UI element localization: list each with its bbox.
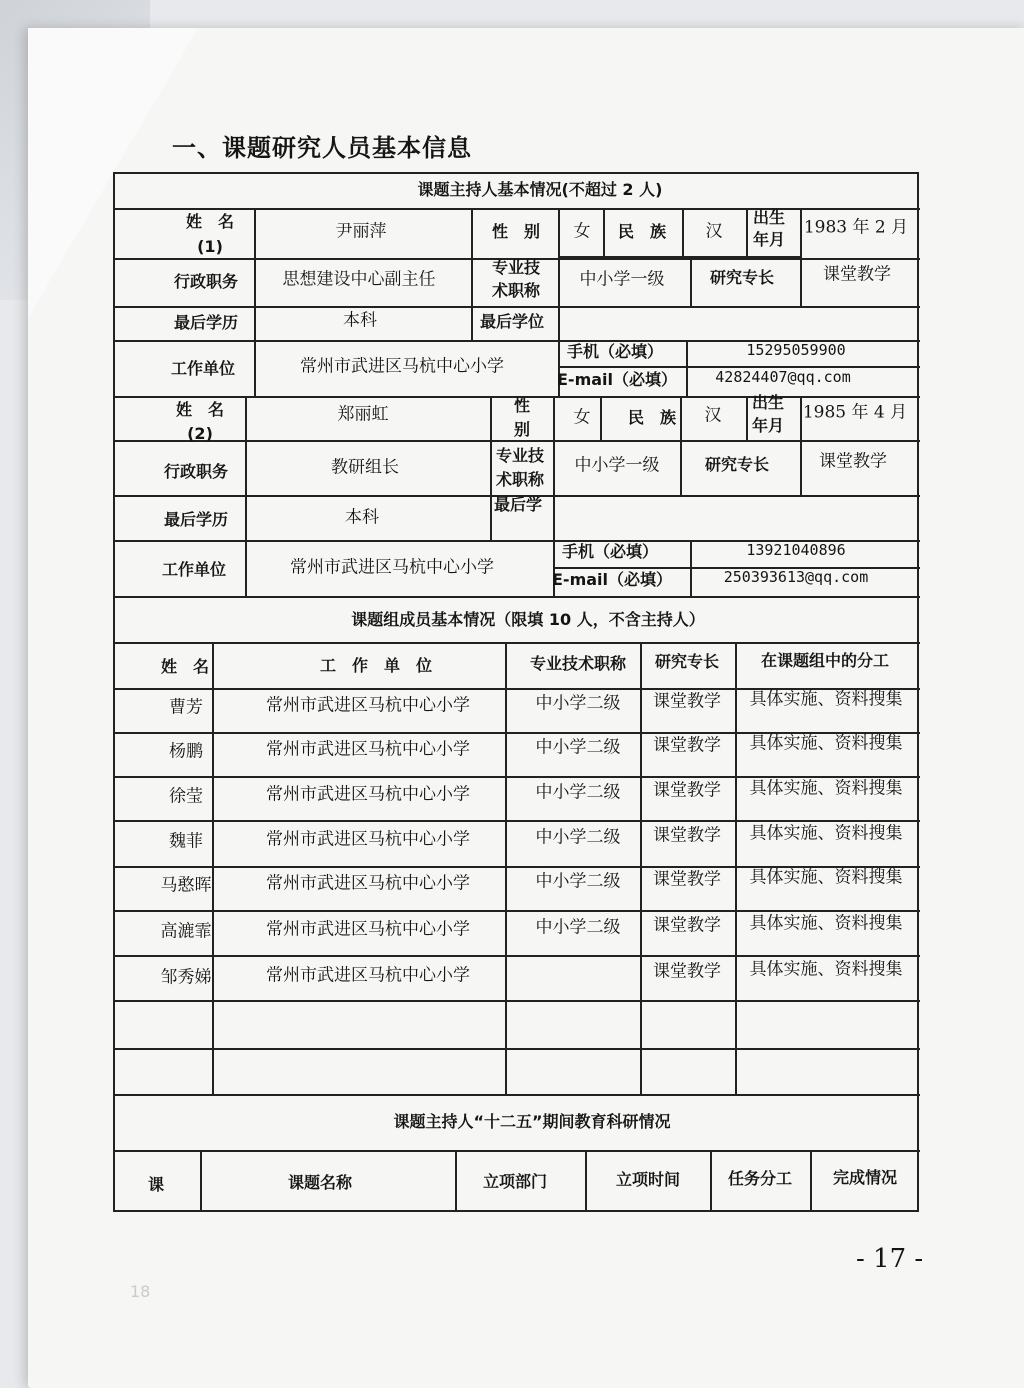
host2-edu: 本科: [345, 507, 379, 528]
host1-title-label-b: 术职称: [491, 281, 541, 301]
research-col-task: 任务分工: [727, 1169, 793, 1189]
host2-title-label-a: 专业技: [495, 446, 545, 466]
host2-gender-label-b: 别: [513, 420, 531, 440]
host2-title: 中小学一级: [574, 455, 660, 476]
member-name: 魏菲: [169, 831, 203, 852]
host1-name: 尹丽萍: [335, 221, 387, 242]
members-col-title: 专业技术职称: [529, 654, 627, 674]
host2-name-index: (2): [187, 424, 213, 444]
member-title: 中小学二级: [535, 917, 621, 938]
member-name: 高漉霏: [160, 921, 212, 942]
member-specialty: 课堂教学: [653, 780, 721, 801]
host2-unit: 常州市武进区马杭中心小学: [290, 557, 494, 578]
host1-edu: 本科: [343, 310, 377, 331]
research-col-dept: 立项部门: [482, 1172, 548, 1192]
member-title: 中小学二级: [535, 737, 621, 758]
member-title: 中小学二级: [535, 871, 621, 892]
member-unit: 常州市武进区马杭中心小学: [266, 695, 470, 716]
host1-phone-label: 手机（必填）: [566, 342, 664, 362]
host2-gender-label-a: 性: [513, 396, 531, 416]
host1-specialty-label: 研究专长: [709, 268, 775, 288]
members-col-unit: 工 作 单 位: [319, 656, 433, 676]
page-number: - 17 -: [856, 1244, 924, 1274]
host1-email-label: E-mail（必填）: [556, 370, 678, 390]
host1-specialty: 课堂教学: [823, 264, 891, 285]
member-role: 具体实施、资料搜集: [749, 689, 903, 710]
host2-position-label: 行政职务: [163, 462, 229, 482]
host1-gender: 女: [573, 221, 591, 242]
member-role: 具体实施、资料搜集: [749, 823, 903, 844]
host2-degree-label: 最后学: [493, 495, 543, 515]
host1-birth-label-b: 年月: [752, 230, 786, 250]
member-unit: 常州市武进区马杭中心小学: [266, 919, 470, 940]
member-role: 具体实施、资料搜集: [749, 733, 903, 754]
host2-birth: 1985 年 4 月: [802, 402, 908, 423]
host2-specialty-label: 研究专长: [704, 455, 770, 475]
members-col-specialty: 研究专长: [654, 652, 720, 672]
member-specialty: 课堂教学: [653, 915, 721, 936]
member-role: 具体实施、资料搜集: [749, 913, 903, 934]
member-specialty: 课堂教学: [653, 735, 721, 756]
member-role: 具体实施、资料搜集: [749, 867, 903, 888]
member-title: 中小学二级: [535, 693, 621, 714]
member-specialty: 课堂教学: [653, 691, 721, 712]
host1-gender-label: 性 别: [491, 222, 541, 242]
host1-position: 思想建设中心副主任: [282, 269, 436, 290]
section-title: 一、课题研究人员基本信息: [172, 134, 472, 162]
host1-ethnicity-label: 民 族: [617, 222, 667, 242]
member-specialty: 课堂教学: [653, 869, 721, 890]
host1-email: 42824407@qq.com: [715, 367, 851, 386]
host2-unit-label: 工作单位: [161, 560, 227, 580]
host1-position-label: 行政职务: [173, 272, 239, 292]
member-unit: 常州市武进区马杭中心小学: [266, 873, 470, 894]
host2-birth-label-b: 年月: [751, 416, 785, 436]
host1-unit-label: 工作单位: [170, 359, 236, 379]
host2-email-label: E-mail（必填）: [551, 570, 673, 590]
member-name: 杨鹏: [169, 741, 203, 762]
host1-degree-label: 最后学位: [479, 312, 545, 332]
host1-ethnicity: 汉: [705, 221, 723, 242]
host1-edu-label: 最后学历: [173, 313, 239, 333]
host2-title-label-b: 术职称: [495, 470, 545, 490]
host1-title: 中小学一级: [579, 269, 665, 290]
host2-phone: 13921040896: [746, 540, 846, 559]
member-unit: 常州市武进区马杭中心小学: [266, 829, 470, 850]
member-name: 曹芳: [169, 697, 203, 718]
host1-birth-label-a: 出生: [752, 208, 786, 228]
members-col-name: 姓 名: [160, 657, 210, 677]
member-unit: 常州市武进区马杭中心小学: [266, 784, 470, 805]
host1-name-index: (1): [197, 237, 223, 257]
host1-unit: 常州市武进区马杭中心小学: [300, 356, 504, 377]
host1-phone: 15295059900: [746, 340, 846, 359]
member-role: 具体实施、资料搜集: [749, 959, 903, 980]
host2-ethnicity-label: 民 族: [627, 408, 677, 428]
member-title: 中小学二级: [535, 827, 621, 848]
host2-specialty: 课堂教学: [819, 451, 887, 472]
research-col-status: 完成情况: [832, 1168, 898, 1188]
host2-gender: 女: [573, 407, 591, 428]
host2-name-label: 姓 名: [175, 400, 225, 420]
host2-ethnicity: 汉: [704, 405, 722, 426]
member-title: 中小学二级: [535, 782, 621, 803]
host2-name: 郑丽虹: [337, 404, 389, 425]
member-name: 徐莹: [169, 786, 203, 807]
host2-email: 250393613@qq.com: [723, 567, 869, 586]
research-col-0: 课: [147, 1175, 165, 1195]
host1-title-label-a: 专业技: [491, 258, 541, 278]
members-col-role: 在课题组中的分工: [760, 651, 890, 671]
member-name: 马憨晖: [160, 875, 212, 896]
host1-birth: 1983 年 2 月: [803, 217, 909, 238]
host2-birth-label-a: 出生: [751, 393, 785, 413]
research-col-time: 立项时间: [615, 1170, 681, 1190]
member-specialty: 课堂教学: [653, 825, 721, 846]
research-section-header: 课题主持人“十二五”期间教育科研情况: [393, 1112, 671, 1132]
members-section-header: 课题组成员基本情况（限填 10 人，不含主持人）: [351, 610, 705, 630]
member-specialty: 课堂教学: [653, 961, 721, 982]
member-name: 邹秀娣: [160, 967, 212, 988]
host2-edu-label: 最后学历: [163, 510, 229, 530]
previous-page-number: 18: [130, 1282, 151, 1301]
research-col-name: 课题名称: [287, 1173, 353, 1193]
member-unit: 常州市武进区马杭中心小学: [266, 739, 470, 760]
member-unit: 常州市武进区马杭中心小学: [266, 965, 470, 986]
host-section-header: 课题主持人基本情况(不超过 2 人): [417, 180, 663, 200]
member-role: 具体实施、资料搜集: [749, 778, 903, 799]
host2-phone-label: 手机（必填）: [561, 542, 659, 562]
host1-name-label: 姓 名: [185, 212, 235, 232]
host2-position: 教研组长: [331, 457, 399, 478]
